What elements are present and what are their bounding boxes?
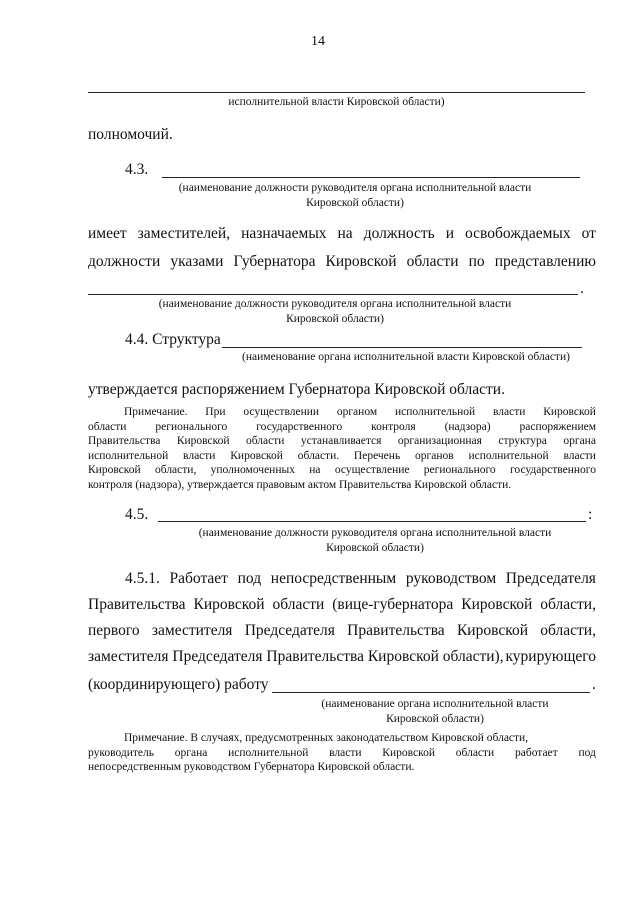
section-4-5-1-end-dot: . bbox=[592, 676, 596, 693]
word: области, bbox=[155, 464, 197, 476]
word: области bbox=[88, 420, 127, 433]
note-line: контроля (надзора), утверждается правовым актом Правительства Кировской области. bbox=[88, 478, 512, 491]
word: 4.5.1. bbox=[125, 570, 160, 587]
section-4-5-1-line-3 bbox=[88, 622, 596, 640]
word: Председателя bbox=[505, 570, 596, 587]
word: области bbox=[455, 746, 495, 759]
section-4-5-number: 4.5. bbox=[125, 506, 149, 523]
word: Губернатора bbox=[233, 253, 316, 270]
word: должности bbox=[88, 253, 161, 270]
fill-line-4-5 bbox=[158, 521, 586, 522]
word: области. bbox=[297, 449, 340, 462]
section-4-3-line-1 bbox=[88, 225, 596, 243]
word: органом bbox=[336, 406, 378, 418]
caption-line: (наименование должности руководителя органа исполнительной власти bbox=[178, 182, 532, 194]
note-line: Примечание. В случаях, предусмотренных законодательством Кировской области, bbox=[124, 732, 529, 744]
word: осуществление bbox=[334, 464, 410, 476]
word: контроля bbox=[371, 420, 416, 433]
word: назначаемых bbox=[241, 225, 327, 242]
section-4-4-note bbox=[88, 405, 596, 492]
word: Перечень bbox=[353, 449, 401, 462]
top-caption: исполнительной власти Кировской области) bbox=[228, 96, 445, 108]
word: (вице-губернатора bbox=[332, 596, 454, 613]
word: органа bbox=[563, 435, 596, 447]
word: Кировской bbox=[456, 622, 528, 639]
fill-line-4-3 bbox=[162, 177, 580, 178]
word: При bbox=[205, 406, 226, 418]
word: исполнительной bbox=[394, 406, 476, 418]
word: Кировской bbox=[543, 406, 596, 418]
section-4-4-label: 4.4. Структура bbox=[125, 331, 221, 348]
caption-line: Кировской области) bbox=[326, 542, 424, 554]
word: регионального bbox=[155, 420, 228, 433]
section-4-5-caption bbox=[150, 526, 600, 556]
note-line bbox=[88, 449, 596, 464]
word: организационная bbox=[397, 435, 482, 447]
word: государственного bbox=[509, 464, 596, 476]
word: имеет bbox=[88, 225, 127, 242]
word: Председателя bbox=[244, 622, 335, 639]
word: руководитель bbox=[88, 746, 154, 759]
section-4-5-1-line-4 bbox=[88, 648, 596, 666]
word: Работает bbox=[169, 570, 228, 587]
top-word: полномочий. bbox=[88, 126, 173, 143]
word: Кировской bbox=[461, 596, 533, 613]
section-4-4-caption: (наименование органа исполнительной власти Кировской области) bbox=[242, 351, 570, 363]
note-line bbox=[88, 405, 596, 420]
word: органов bbox=[415, 449, 454, 462]
caption-line: Кировской области) bbox=[386, 713, 484, 725]
word: Правительства bbox=[88, 596, 186, 613]
word: указами bbox=[170, 253, 224, 270]
section-4-3-caption-2 bbox=[100, 297, 570, 327]
word: государственного bbox=[256, 420, 343, 433]
word: области bbox=[245, 435, 285, 447]
word: под bbox=[578, 746, 596, 759]
word: непосредственным bbox=[270, 570, 397, 587]
note-line bbox=[88, 463, 596, 478]
word: органа bbox=[174, 746, 208, 759]
section-4-5-1-line-2 bbox=[88, 596, 596, 614]
note-line bbox=[88, 420, 596, 435]
section-4-5-colon: : bbox=[588, 506, 593, 523]
word: уполномоченных bbox=[210, 464, 295, 476]
fill-line-top bbox=[88, 92, 585, 93]
section-4-5-1-line-5: (координирующего) работу bbox=[88, 676, 269, 693]
word: Правительства bbox=[347, 622, 445, 639]
caption-line: (наименование должности руководителя органа исполнительной власти bbox=[198, 527, 552, 539]
word: заместителя Председателя Правительства Кировской области), bbox=[88, 648, 504, 665]
section-4-5-1-caption bbox=[290, 697, 580, 727]
word: области, bbox=[540, 596, 596, 613]
word: Правительства bbox=[88, 435, 161, 447]
word: на bbox=[309, 464, 321, 476]
word: заместителей, bbox=[137, 225, 231, 242]
word: (надзора) bbox=[444, 420, 491, 433]
word: Кировской bbox=[230, 449, 283, 462]
fill-line-4-5-1 bbox=[272, 692, 590, 693]
word: заместителя bbox=[151, 622, 233, 639]
word: представлению bbox=[494, 253, 596, 270]
caption-line: Кировской области) bbox=[286, 313, 384, 325]
word: власти bbox=[329, 746, 362, 759]
word: должность bbox=[363, 225, 435, 242]
page-number: 14 bbox=[311, 34, 325, 49]
section-4-5-1-line-1 bbox=[125, 570, 596, 588]
word: регионального bbox=[423, 464, 496, 476]
word: исполнительной bbox=[88, 449, 169, 462]
word: Примечание. bbox=[124, 406, 188, 418]
word: руководством bbox=[405, 570, 497, 587]
word: от bbox=[581, 225, 596, 242]
fill-line-4-4 bbox=[222, 347, 582, 348]
word: области bbox=[272, 596, 325, 613]
word: исполнительной bbox=[468, 449, 549, 462]
word: Кировской bbox=[176, 435, 230, 447]
section-4-3-end-dot: . bbox=[580, 280, 584, 297]
word: распоряжением bbox=[519, 420, 596, 433]
section-4-3-line-2 bbox=[88, 253, 596, 271]
word: под bbox=[237, 570, 262, 587]
section-4-5-1-note bbox=[88, 731, 596, 775]
word: первого bbox=[88, 622, 140, 639]
word: области, bbox=[540, 622, 596, 639]
word: устанавливается bbox=[300, 435, 382, 447]
section-4-4-text: утверждается распоряжением Губернатора Кировской области. bbox=[88, 381, 505, 398]
word: области bbox=[406, 253, 459, 270]
word: Кировской bbox=[382, 746, 435, 759]
word: работает bbox=[514, 746, 558, 759]
word: Кировской bbox=[88, 464, 141, 476]
fill-line-4-3-representation bbox=[88, 294, 578, 295]
note-line bbox=[88, 746, 596, 761]
word: власти bbox=[493, 406, 526, 418]
word: осуществлении bbox=[243, 406, 320, 418]
word: Кировской bbox=[193, 596, 265, 613]
word: власти bbox=[563, 449, 596, 462]
word: и bbox=[445, 225, 455, 242]
caption-line: (наименование должности руководителя органа исполнительной власти bbox=[158, 298, 512, 310]
section-4-3-caption bbox=[130, 181, 580, 211]
note-line bbox=[88, 434, 596, 449]
caption-line: Кировской области) bbox=[306, 197, 404, 209]
word: курирующего bbox=[505, 648, 596, 665]
section-4-3-number: 4.3. bbox=[125, 161, 149, 178]
note-line: непосредственным руководством Губернатора Кировской области. bbox=[88, 761, 415, 773]
caption-line: (наименование органа исполнительной власти bbox=[321, 698, 549, 710]
word: исполнительной bbox=[228, 746, 309, 759]
word: Кировской bbox=[325, 253, 397, 270]
word: освобождаемых bbox=[465, 225, 571, 242]
word: на bbox=[337, 225, 353, 242]
word: структура bbox=[498, 435, 547, 447]
word: власти bbox=[183, 449, 216, 462]
word: по bbox=[468, 253, 485, 270]
